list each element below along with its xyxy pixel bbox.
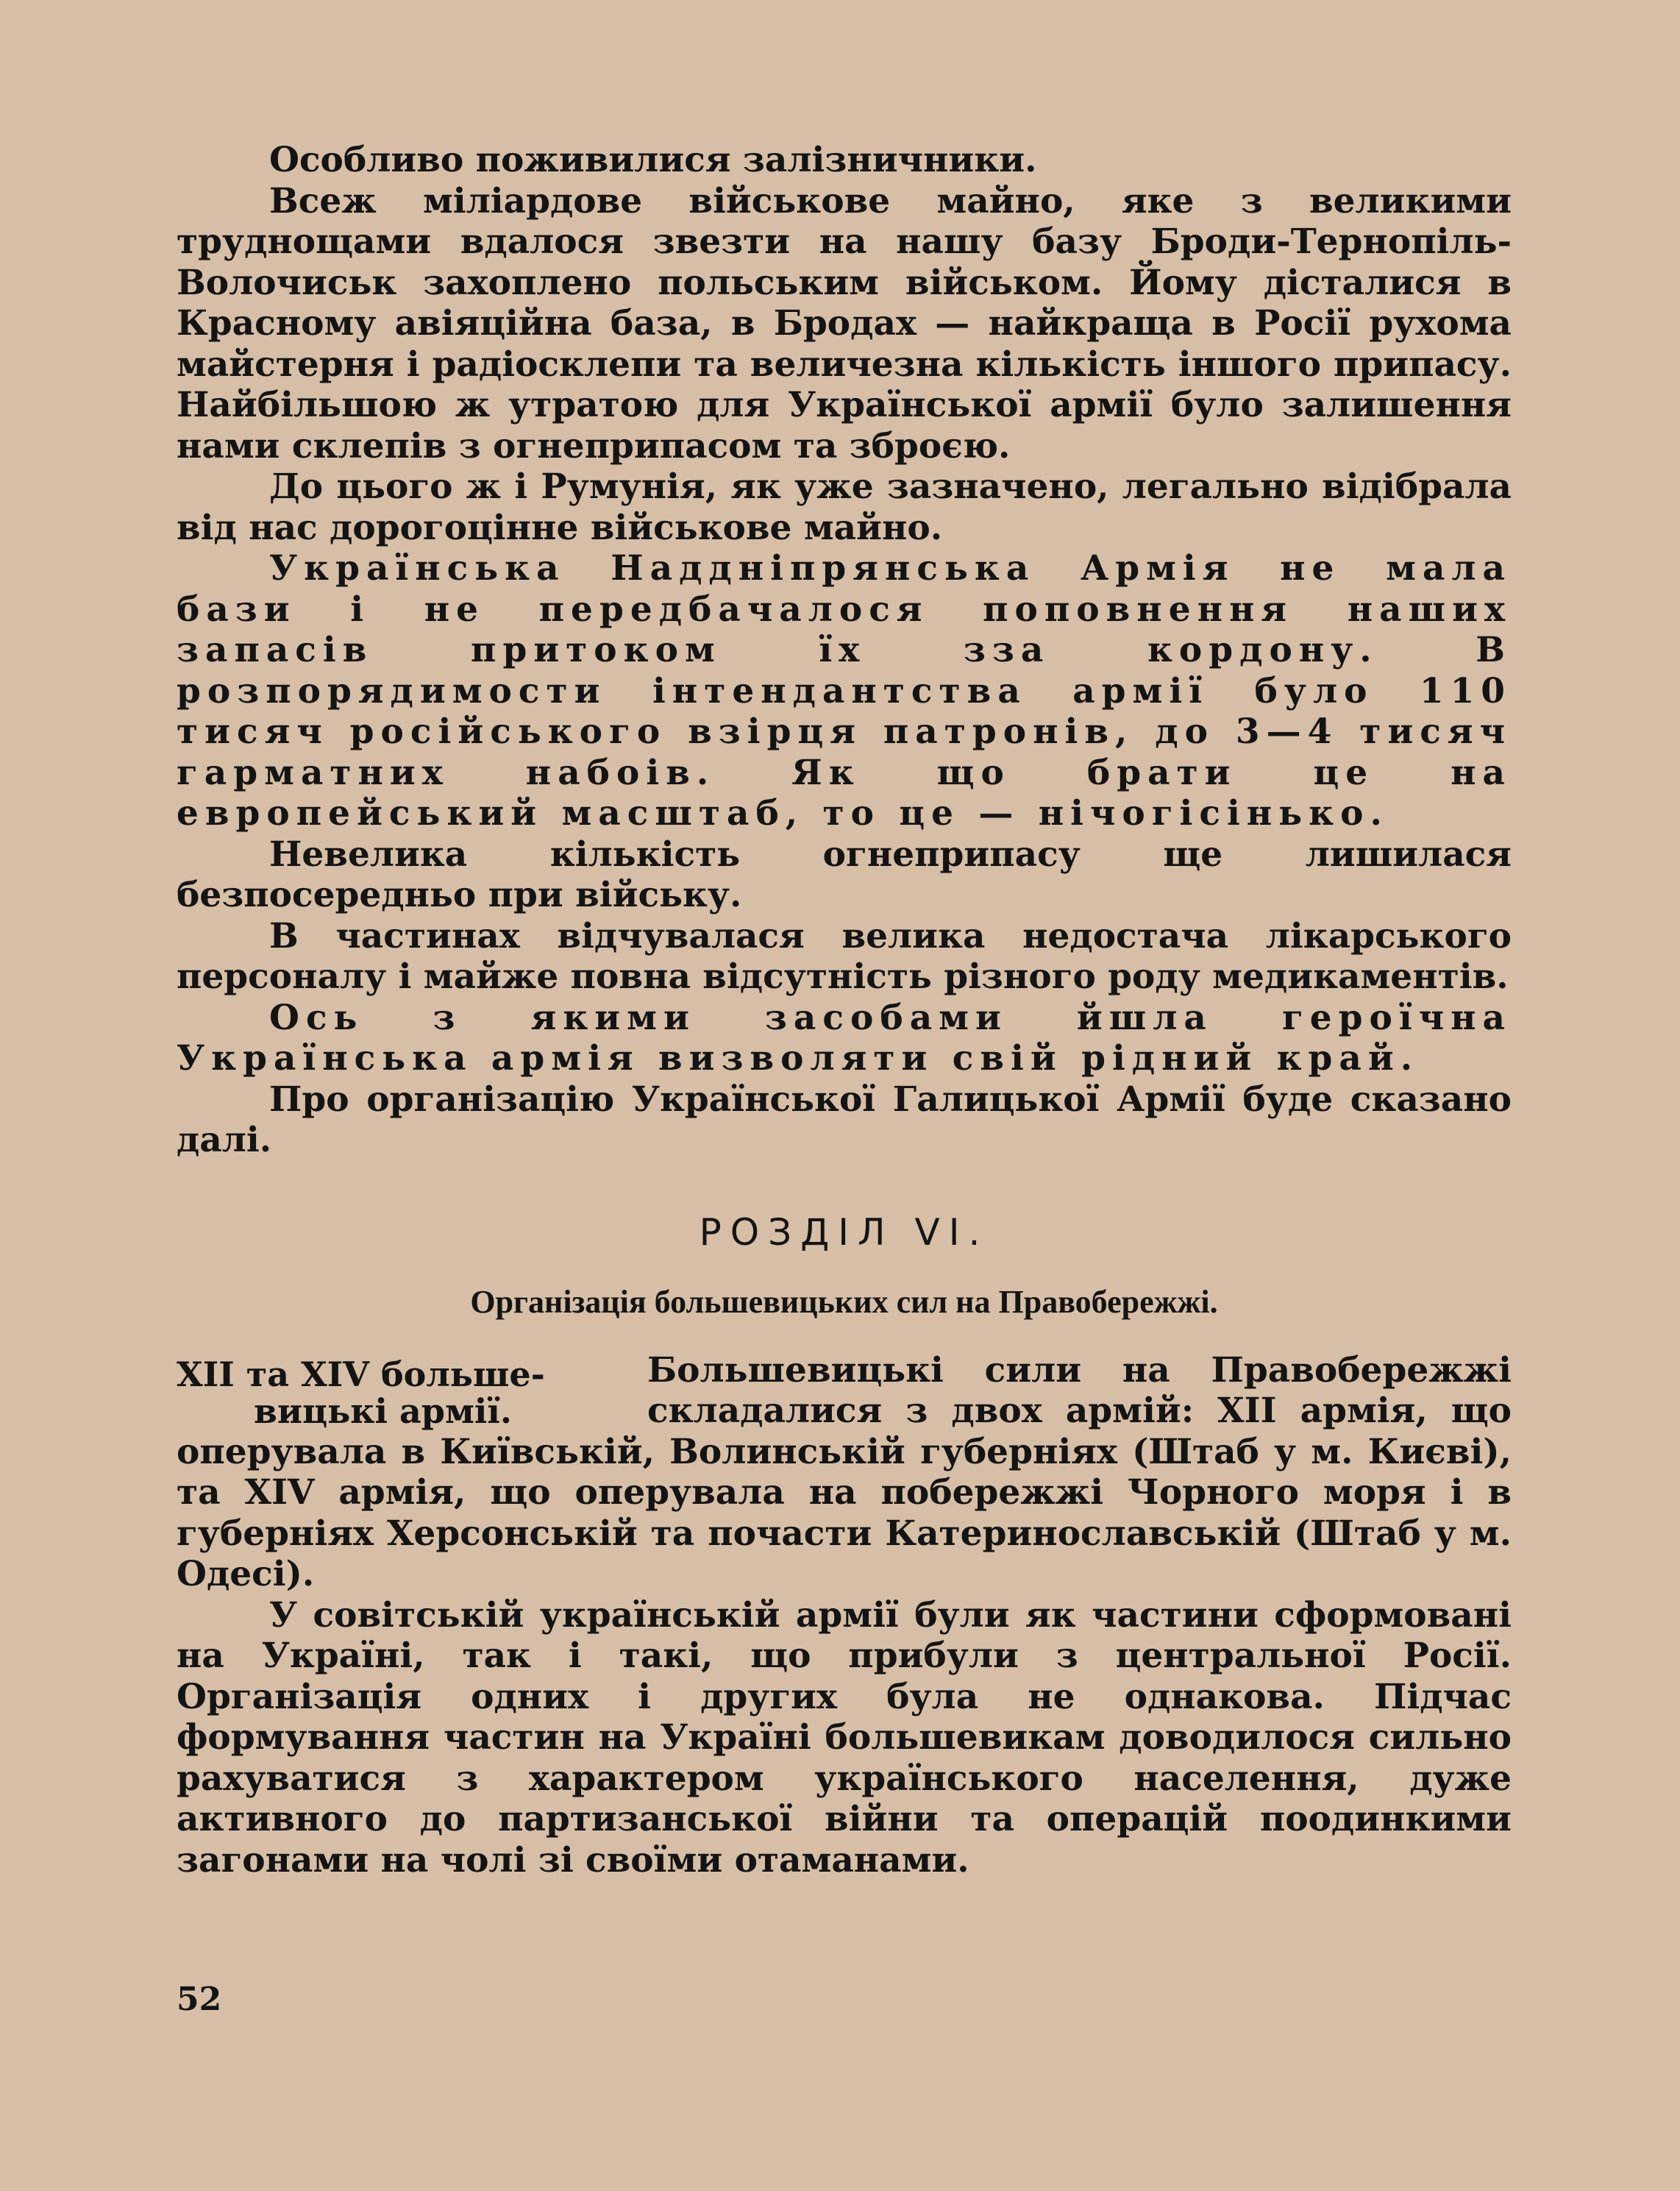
paragraph: В частинах відчувалася велика недостача лікарського персоналу і майже повна відсутність різного роду медикаментів. [177, 915, 1512, 997]
side-heading-line1: XII та XIV больше- [177, 1354, 545, 1394]
paragraph: Особливо поживилися залізничники. [269, 140, 1037, 180]
side-heading-line2: вицькі армії. [254, 1391, 512, 1431]
page-number: 52 [177, 1981, 222, 2018]
paragraph: Большевицькі сили на Правобережжі складалися з двох армій: XII армія, що оперувала в Київській, Волинській губерніях (Штаб у м. Києві), та XIV армія, що оперувала на побережжі Чорного моря і в губерніях Херсонській та почасти Катеринославській (Штаб у м. Одесі). [177, 1349, 1512, 1594]
paragraph: Всеж міліардове військове майно, яке з великими труднощами вдалося звезти на нашу базу Броди-Тернопіль-Волочиськ захоплено польським військом. Йому дісталися в Красному авіяційна база, в Бродах — найкраща в Росії рухома майстерня і радіосклепи та величезна кількість іншого припасу. Найбільшою ж утратою для Української армії було залишення нами склепів з огнеприпасом та зброєю. [177, 180, 1512, 466]
paragraph: У совітській українській армії були як частини сформовані на Україні, так і такі, що прибули з центральної Росії. Організація одних і других була не однакова. Підчас формування частин на Україні большевикам доводилося сильно рахуватися з характером українського населення, дуже активного до партизанської війни та операцій поодинкими загонами на чолі зі своїми отаманами. [177, 1594, 1512, 1881]
side-heading [177, 1356, 633, 1430]
page-body [177, 140, 1512, 1881]
paragraph: Про організацію Української Галицької Армії буде сказано далі. [177, 1079, 1512, 1160]
paragraph: Українська Наддніпрянська Армія не мала бази і не передбачалося поповнення наших запасів притоком їх зза кордону. В розпорядимости інтендантства армії було 110 тисяч російського взірця патронів, до 3—4 тисяч гарматних набоів. Як що брати це на европейський масштаб, то це — нічогісінько. [177, 548, 1512, 834]
paragraph: Ось з якими засобами йшла героїчна Українська армія визволяти свій рідний край. [177, 997, 1512, 1079]
paragraph: До цього ж і Румунія, як уже зазначено, легально відібрала від нас дорогоцінне військове майно. [177, 466, 1512, 548]
paragraph: Невелика кількість огнеприпасу ще лишилася безпосередньо при війську. [177, 834, 1512, 915]
chapter-title: Організація большевицьких сил на Правобережжі. [470, 1283, 1218, 1320]
chapter-number: РОЗДІЛ VI. [699, 1210, 989, 1254]
